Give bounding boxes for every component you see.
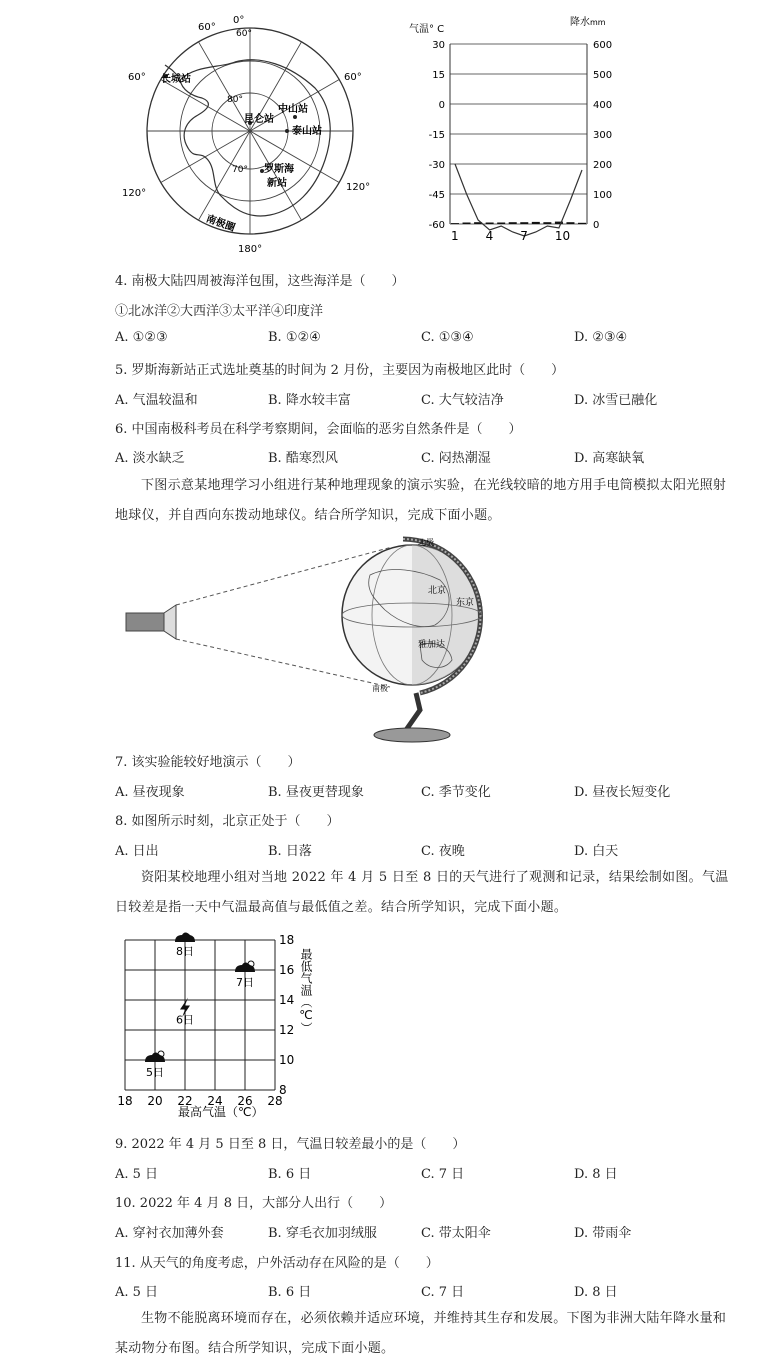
map-label: 120°: [346, 182, 371, 193]
x-tick-label: 20: [147, 1094, 163, 1108]
globe-label-tokyo: 东京: [456, 598, 475, 608]
x-tick-label: 24: [207, 1094, 223, 1108]
question-4-sub: ①北冰洋②大西洋③太平洋④印度洋: [115, 304, 324, 319]
left-tick-label: -45: [428, 190, 445, 201]
left-tick-label: -60: [428, 220, 445, 231]
point-label: 8日: [176, 945, 194, 958]
q8-option-c[interactable]: C. 夜晚: [421, 844, 465, 859]
month-label: 7: [520, 229, 528, 243]
q5-option-b[interactable]: B. 降水较丰富: [268, 393, 351, 408]
globe-label-beijing: 北京: [428, 586, 447, 596]
x-tick-label: 18: [117, 1094, 133, 1108]
q5-option-c[interactable]: C. 大气较洁净: [421, 393, 504, 408]
left-tick-label: -30: [428, 160, 445, 171]
left-tick-label: -15: [428, 130, 445, 141]
point-label: 5日: [146, 1066, 164, 1079]
temperature-line: [455, 164, 582, 236]
q8-option-a[interactable]: A. 日出: [115, 844, 159, 859]
cloud-icon: [235, 963, 255, 973]
question-7-stem: 7. 该实验能较好地演示（ ）: [115, 755, 301, 770]
right-tick-label: 600: [593, 40, 613, 51]
q6-option-b[interactable]: B. 酷寒烈风: [268, 451, 338, 466]
map-label: 0°: [233, 15, 245, 26]
q10-option-d[interactable]: D. 带雨伞: [574, 1226, 632, 1241]
station-label: 泰山站: [292, 126, 322, 137]
right-tick-label: 100: [593, 190, 613, 201]
q9-option-b[interactable]: B. 6 日: [268, 1167, 312, 1182]
y-tick-label: 12: [279, 1023, 295, 1037]
precip-bar: [486, 223, 494, 225]
cloud-icon: [145, 1053, 165, 1063]
map-label: 70°: [232, 165, 248, 175]
q9-option-d[interactable]: D. 8 日: [574, 1167, 618, 1182]
q11-option-a[interactable]: A. 5 日: [115, 1285, 159, 1300]
map-label: 120°: [122, 188, 147, 199]
point-label: 6日: [176, 1013, 194, 1027]
q7-option-b[interactable]: B. 昼夜更替现象: [268, 785, 364, 800]
left-tick-label: 30: [432, 40, 445, 51]
right-tick-label: 0: [593, 220, 600, 231]
x-tick-label: 26: [237, 1094, 253, 1108]
flashlight-icon: [126, 613, 164, 631]
q5-option-d[interactable]: D. 冰雪已融化: [574, 393, 658, 408]
q8-option-b[interactable]: B. 日落: [268, 844, 312, 859]
month-label: 10: [554, 229, 571, 243]
q9-option-a[interactable]: A. 5 日: [115, 1167, 159, 1182]
q10-option-b[interactable]: B. 穿毛衣加羽绒服: [268, 1226, 377, 1241]
passage-weather: 资阳某校地理小组对当地 2022 年 4 月 5 日至 8 日的天气进行了观测和记录，结果绘制如图。气温日较差是指一天中气温最高值与最低值之差。结合所学知识，完成下面小题。: [115, 870, 729, 915]
antarctica-map: [120, 10, 380, 255]
q10-option-c[interactable]: C. 带太阳伞: [421, 1226, 491, 1241]
cloud-icon: [175, 933, 195, 943]
precip-bar: [463, 223, 471, 225]
question-10-stem: 10. 2022 年 4 月 8 日，大部分人出行（ ）: [115, 1196, 393, 1211]
y-tick-label: 14: [279, 993, 295, 1007]
map-label: 60°: [344, 72, 362, 83]
q7-option-d[interactable]: D. 昼夜长短变化: [574, 785, 671, 800]
q9-option-c[interactable]: C. 7 日: [421, 1167, 465, 1182]
q6-option-d[interactable]: D. 高寒缺氧: [574, 451, 645, 466]
precip-bar: [497, 223, 505, 225]
y-tick-label: 16: [279, 963, 295, 977]
q5-option-a[interactable]: A. 气温较温和: [115, 393, 198, 408]
passage-globe: 下图示意某地理学习小组进行某种地理现象的演示实验，在光线较暗的地方用手电筒模拟太阳光照射地球仪，并自西向东拨动地球仪。结合所学知识，完成下面小题。: [115, 478, 727, 523]
right-tick-label: 200: [593, 160, 613, 171]
right-tick-label: 300: [593, 130, 613, 141]
month-label: 4: [485, 229, 494, 243]
month-label: 1: [451, 229, 459, 243]
question-5-stem: 5. 罗斯海新站正式选址奠基的时间为 2 月份，主要因为南极地区此时（ ）: [115, 363, 565, 378]
climate-left-title: 气温° C: [409, 24, 445, 35]
y-tick-label: 18: [279, 933, 295, 947]
globe-figure: [120, 535, 500, 745]
q11-option-c[interactable]: C. 7 日: [421, 1285, 465, 1300]
passage-africa: 生物不能脱离环境而存在，必须依赖并适应环境，并维持其生存和发展。下图为非洲大陆年降水量和某动物分布图。结合所学知识，完成下面小题。: [115, 1311, 727, 1356]
precip-bar: [578, 223, 586, 224]
q10-option-a[interactable]: A. 穿衬衣加薄外套: [115, 1226, 224, 1241]
question-4-stem: 4. 南极大陆四周被海洋包围，这些海洋是（ ）: [115, 274, 405, 289]
x-tick-label: 22: [177, 1094, 193, 1108]
q8-option-d[interactable]: D. 白天: [574, 844, 619, 859]
station-label: 昆仑站: [244, 114, 274, 125]
question-8-stem: 8. 如图所示时刻，北京正处于（ ）: [115, 814, 340, 829]
q7-option-c[interactable]: C. 季节变化: [421, 785, 491, 800]
q6-option-a[interactable]: A. 淡水缺乏: [115, 451, 185, 466]
climate-right-title: 降水mm: [570, 17, 606, 28]
station-label: 新站: [267, 178, 287, 189]
q4-option-c[interactable]: C. ①③④: [421, 330, 474, 345]
y-tick-label: 8: [279, 1083, 287, 1097]
q11-option-b[interactable]: B. 6 日: [268, 1285, 312, 1300]
q11-option-d[interactable]: D. 8 日: [574, 1285, 618, 1300]
globe-label-south: 南极: [372, 684, 388, 693]
globe-label-north: 北极: [418, 538, 434, 547]
precip-bar: [509, 222, 517, 224]
point-label: 7日: [236, 976, 254, 989]
map-label: 80°: [227, 95, 243, 105]
left-tick-label: 0: [438, 100, 445, 111]
map-label: 60°: [128, 72, 146, 83]
precip-bar: [532, 222, 540, 224]
x-tick-label: 28: [267, 1094, 283, 1108]
q6-option-c[interactable]: C. 闷热潮湿: [421, 451, 491, 466]
left-tick-label: 15: [432, 70, 445, 81]
q7-option-a[interactable]: A. 昼夜现象: [115, 785, 185, 800]
question-9-stem: 9. 2022 年 4 月 5 日至 8 日，气温日较差最小的是（ ）: [115, 1137, 466, 1152]
map-label: 南极圈: [204, 213, 237, 235]
climate-chart: [405, 12, 620, 247]
precip-bar: [520, 222, 528, 224]
map-label: 180°: [238, 244, 263, 255]
map-label: 60°: [236, 29, 252, 39]
q4-option-b[interactable]: B. ①②④: [268, 330, 321, 345]
question-11-stem: 11. 从天气的角度考虑，户外活动存在风险的是（ ）: [115, 1256, 439, 1271]
precip-bar: [566, 222, 574, 224]
precip-bar: [451, 223, 459, 224]
weather-xlabel: 最高气温（℃）: [178, 1105, 264, 1119]
q4-option-a[interactable]: A. ①②③: [115, 330, 168, 345]
right-tick-label: 400: [593, 100, 613, 111]
q4-option-d[interactable]: D. ②③④: [574, 330, 628, 345]
weather-ylabel: 最低气温（℃）: [299, 948, 313, 1034]
globe-label-jakarta: 雅加达: [418, 640, 446, 650]
station-label: 中山站: [278, 104, 308, 115]
question-6-stem: 6. 中国南极科考员在科学考察期间，会面临的恶劣自然条件是（ ）: [115, 422, 522, 437]
station-label: 长城站: [161, 74, 191, 85]
y-tick-label: 10: [279, 1053, 295, 1067]
precip-bar: [543, 222, 551, 224]
map-label: 60°: [198, 22, 216, 33]
right-tick-label: 500: [593, 70, 613, 81]
station-label: 罗斯海: [264, 164, 294, 175]
weather-chart: [110, 928, 330, 1123]
